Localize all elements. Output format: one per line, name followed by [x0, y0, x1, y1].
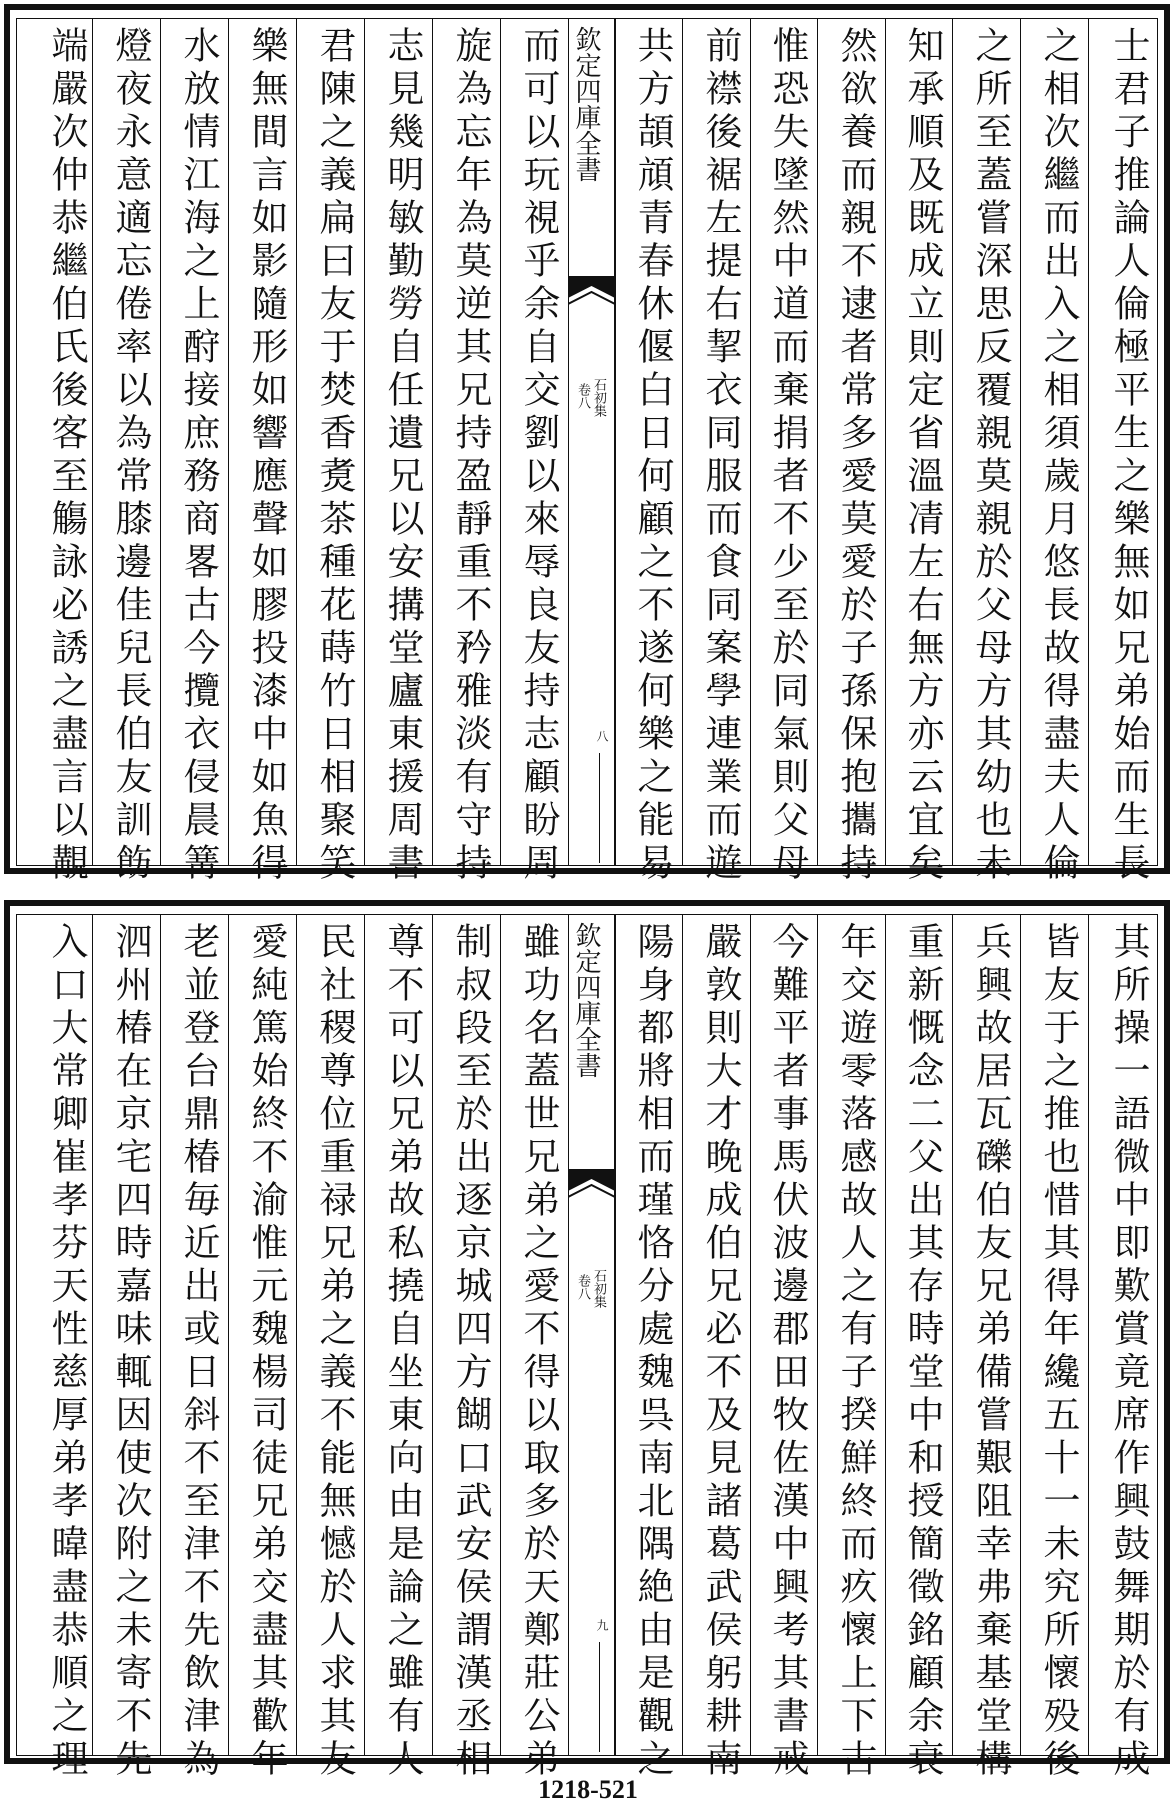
column-text: 尊不可以兄弟故私撓自坐東向由是論之雖有人 [381, 922, 424, 1782]
fishtail-mark-icon [568, 1169, 615, 1203]
center-page-number: 九 [595, 1619, 609, 1631]
column-text: 惟恐失墜然中道而棄捐者不少至於同氣則父母 [766, 26, 809, 886]
column-text: 共方頡頏青春休偃白日何顧之不遂何樂之能易 [631, 26, 674, 886]
column-text: 泗州椿在京宅四時嘉味輒因使次附之未寄不先 [109, 922, 152, 1782]
column-text: 樂無間言如影隨形如響應聲如膠投漆中如魚得 [245, 26, 288, 886]
column-text: 皆友于之推也惜其得年纔五十一未究所懷殁後 [1037, 922, 1080, 1782]
column-text: 今難平者事馬伏波邊郡田牧佐漢中興考其書戒 [766, 922, 809, 1782]
center-page-number: 八 [595, 730, 609, 742]
text-column [92, 914, 160, 1782]
column-text: 水放情江海之上酧接庶務商畧古今攬衣侵晨篝 [177, 26, 220, 886]
column-text: 志見幾明敏勤勞自任遺兄以安搆堂廬東援周書 [381, 26, 424, 886]
column-text: 年交遊零落感故人之有子揆鮮終而疚懷上下古 [834, 922, 877, 1782]
text-column [364, 914, 432, 1782]
center-book-name: 石初集 [591, 1269, 606, 1308]
column-text: 雖功名蓋世兄弟之愛不得以取多於天鄭莊公弟 [517, 922, 560, 1782]
column-text: 士君子推論人倫極平生之樂無如兄弟始而生長 [1107, 26, 1150, 886]
column-text: 制叔段至於出逐京城四方餬口武安侯謂漢丞相 [449, 922, 492, 1782]
text-column [682, 914, 750, 1782]
column-text: 重新慨念二父出其存時堂中和授簡徵銘顧余衰 [901, 922, 944, 1782]
text-column [296, 914, 364, 1782]
center-volume: 卷八 [575, 383, 590, 409]
column-text: 陽身都將相而瑾恪分處魏呉南北隅絶由是觀之 [631, 922, 674, 1782]
text-column [750, 914, 817, 1782]
text-column [952, 914, 1020, 1782]
text-column [1020, 914, 1088, 1782]
text-column [16, 914, 92, 1782]
column-text: 嚴敦則大才晚成伯兄必不及見諸葛武侯躬耕南 [699, 922, 742, 1782]
column-text: 其所操一語微中即歎賞竟席作興鼓舞期於有成 [1107, 922, 1150, 1782]
text-column [885, 914, 952, 1782]
text-column [500, 914, 568, 1782]
page-footer-number: 1218-521 [538, 1775, 638, 1804]
text-column [817, 914, 885, 1782]
column-text: 老並登台鼎椿毎近出或日斜不至津不先飲津為 [177, 922, 220, 1782]
text-column [228, 914, 296, 1782]
column-text: 兵興故居瓦礫伯友兄弟備嘗艱阻幸弗棄基堂構 [969, 922, 1012, 1782]
column-text: 端嚴次仲恭繼伯氏後客至觴詠必誘之盡言以覯 [45, 26, 88, 886]
column-text: 而可以玩視乎余自交劉以來辱良友持志顧盼周 [517, 26, 560, 886]
column-text: 旋為忘年為莫逆其兄持盈靜重不矜雅淡有守持 [449, 26, 492, 886]
column-text: 愛純篤始終不渝惟元魏楊司徒兄弟交盡其歡年 [245, 922, 288, 1782]
text-column [432, 914, 500, 1782]
center-fold [568, 914, 615, 1756]
text-column [615, 914, 682, 1782]
center-volume: 卷八 [575, 1274, 590, 1300]
text-column [1088, 914, 1158, 1782]
column-text: 入口大常卿崔孝芬天性慈厚弟孝暐盡恭順之理 [45, 922, 88, 1782]
column-text: 之相次繼而出入之相須歲月悠長故得盡夫人倫 [1037, 26, 1080, 886]
text-column [160, 914, 228, 1782]
center-rule [599, 1642, 600, 1752]
column-text: 前襟後裾左提右挈衣同服而食同案學連業而遊 [699, 26, 742, 886]
center-title: 欽定四庫全書 [571, 26, 601, 182]
column-text: 燈夜永意適忘倦率以為常膝邊佳兒長伯友訓飭 [109, 26, 152, 886]
column-text: 然欲養而親不逮者常多愛莫愛於子孫保抱攜持 [834, 26, 877, 886]
column-text: 君陳之義扁曰友于焚香煑茶種花蒔竹日相聚笑 [313, 26, 356, 886]
column-text: 民社稷尊位重禄兄弟之義不能無憾於人求其友 [313, 922, 356, 1782]
center-title: 欽定四庫全書 [571, 922, 601, 1078]
center-book-name: 石初集 [591, 378, 606, 417]
column-text: 知承順及既成立則定省溫凊左右無方亦云宜矣 [901, 26, 944, 886]
column-text: 之所至蓋嘗深思反覆親莫親於父母方其幼也未 [969, 26, 1012, 886]
